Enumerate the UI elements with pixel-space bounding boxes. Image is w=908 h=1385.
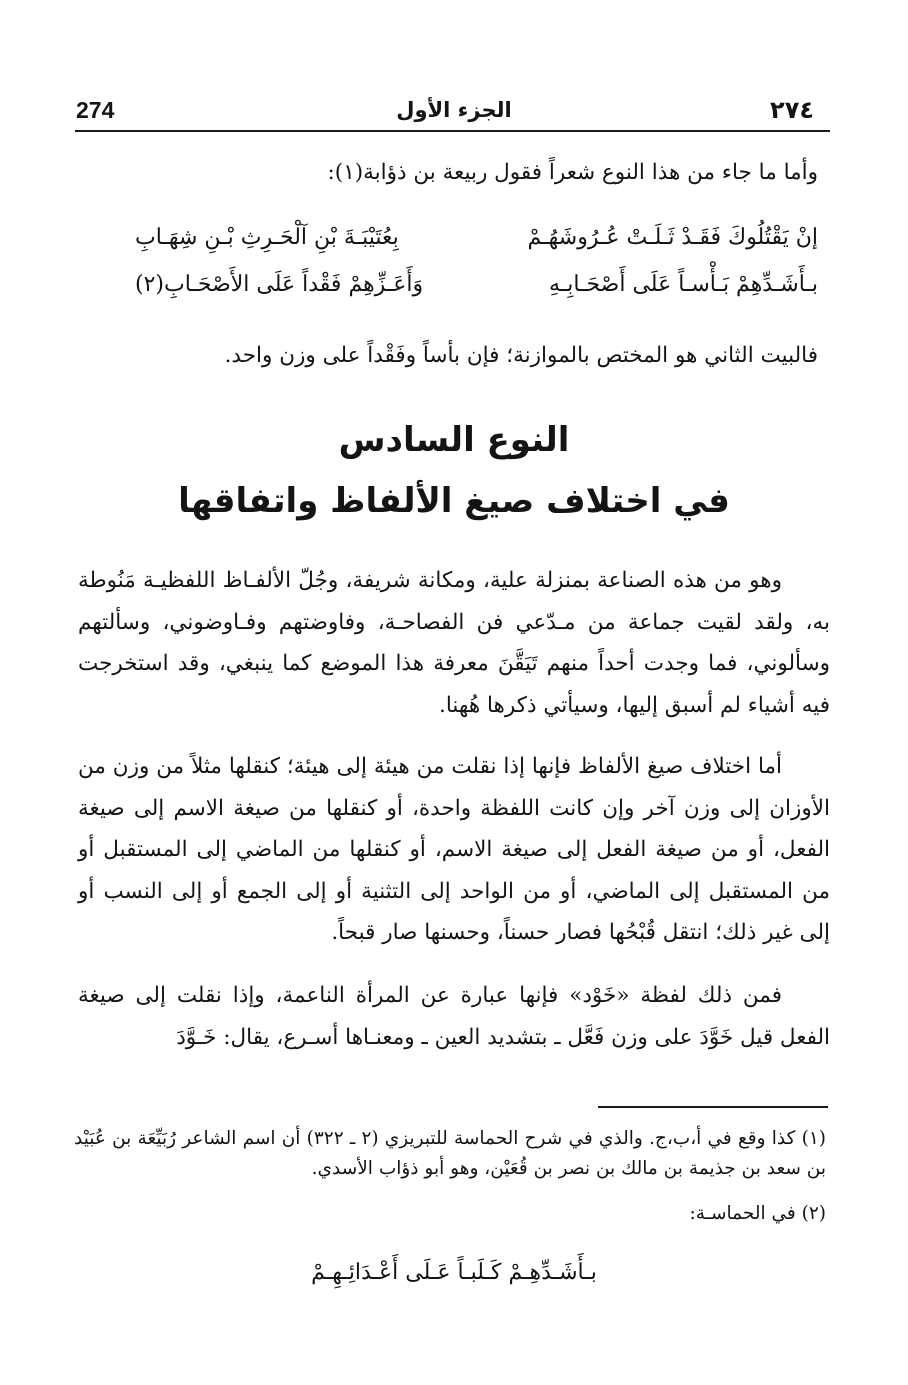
- footnote-2: (٢) في الحماسـة:: [689, 1203, 826, 1224]
- paragraph-3: فمن ذلك لفظة «خَوْد» فإنها عبارة عن المرأة الناعمة، وإذا نقلت إلى صيغة الفعل قيل خَوَّدَ على وزن فَعَّل ـ بتشديد العين ـ ومعنـاها أسـرع، يقال: خَـوَّدَ: [78, 983, 830, 1050]
- footnote-verse: بـأَشَـدِّهِـمْ كَـلَبـاً عَـلَى أَعْـدَائِـهِـمْ: [311, 1260, 597, 1285]
- paragraph-2: أما اختلاف صيغ الألفاظ فإنها إذا نقلت من هيئة إلى هيئة؛ كنقلها مثلاً من وزن من الأوزان إلى وزن آخر وإن كانت اللفظة واحدة، أو كنقلها من صيغة الاسم إلى صيغة الفعل، أو من صيغة الفعل إلى صيغة الاسم، أو كنقلها من الماضي إلى المستقبل أو من المستقبل إلى الماضي، أو من الواحد إلى التثنية أو إلى الجمع أو إلى النسب أو إلى غير ذلك؛ انتقل قُبْحُها فصار حسناً، وحسنها صار قبحاً.: [78, 754, 830, 945]
- footnote-1: (١) كذا وقع في أ،ب،ج. والذي في شرح الحماسة للتبريزي (٢ ـ ٣٢٢) أن اسم الشاعر رُبَيِّعَة بن عُبَيْد بن سعد بن جذيمة بن مالك بن نصر بن قُعَيْن، وهو أبو ذؤاب الأسدي.: [74, 1128, 826, 1179]
- section-subtitle: في اختلاف صيغ الألفاظ واتفاقها: [178, 481, 730, 521]
- paragraph-1: وهو من هذه الصناعة بمنزلة علية، ومكانة شريفة، وجُلّ الألفـاظ اللفظيـة مَنُوطة به، ولقد لقيت جماعة من مـدّعي فن الفصاحـة، وفاوضتهم وفـاوضوني، وسألتهم وسألوني، فما وجدت أحداً منهم تَيَقَّنَ معرفة هذا الموضع كما ينبغي، وقد استخرجت فيه أشياء لم أسبق إليها، وسيأتي ذكرها هُهنا.: [78, 568, 830, 718]
- verse-2-first-hemistich: بـأَشَـدِّهِمْ بَـأْسـاً عَلَى أَصْحَـابِـهِ: [548, 272, 818, 297]
- intro-line: وأما ما جاء من هذا النوع شعراً فقول ربيعة بن ذؤابة(١):: [327, 160, 818, 185]
- header-rule: [75, 130, 830, 132]
- verse-commentary: فالبيت الثاني هو المختص بالموازنة؛ فإن بأساً وفَقْداً على وزن واحد.: [224, 343, 818, 368]
- verse-2-second-hemistich: وَأَعَـزِّهِمْ فَقْداً عَلَى الأَصْحَـابِ(٢): [135, 272, 424, 297]
- running-title: الجزء الأول: [396, 98, 512, 122]
- page-number-arabic: ٢٧٤: [770, 96, 814, 124]
- footnote-rule: [598, 1106, 828, 1108]
- page-number-latin: 274: [76, 97, 115, 123]
- verse-1-second-hemistich: بِعُتَيْبَـةَ بْنِ آلْحَـرِثِ بْـنِ شِهَـابِ: [135, 225, 399, 250]
- verse-1-first-hemistich: إنْ يَقْتُلُوكَ فَقَـدْ ثَـلَـتْ عُـرُوشَهُـمْ: [527, 225, 818, 250]
- section-title: النوع السادس: [338, 420, 570, 460]
